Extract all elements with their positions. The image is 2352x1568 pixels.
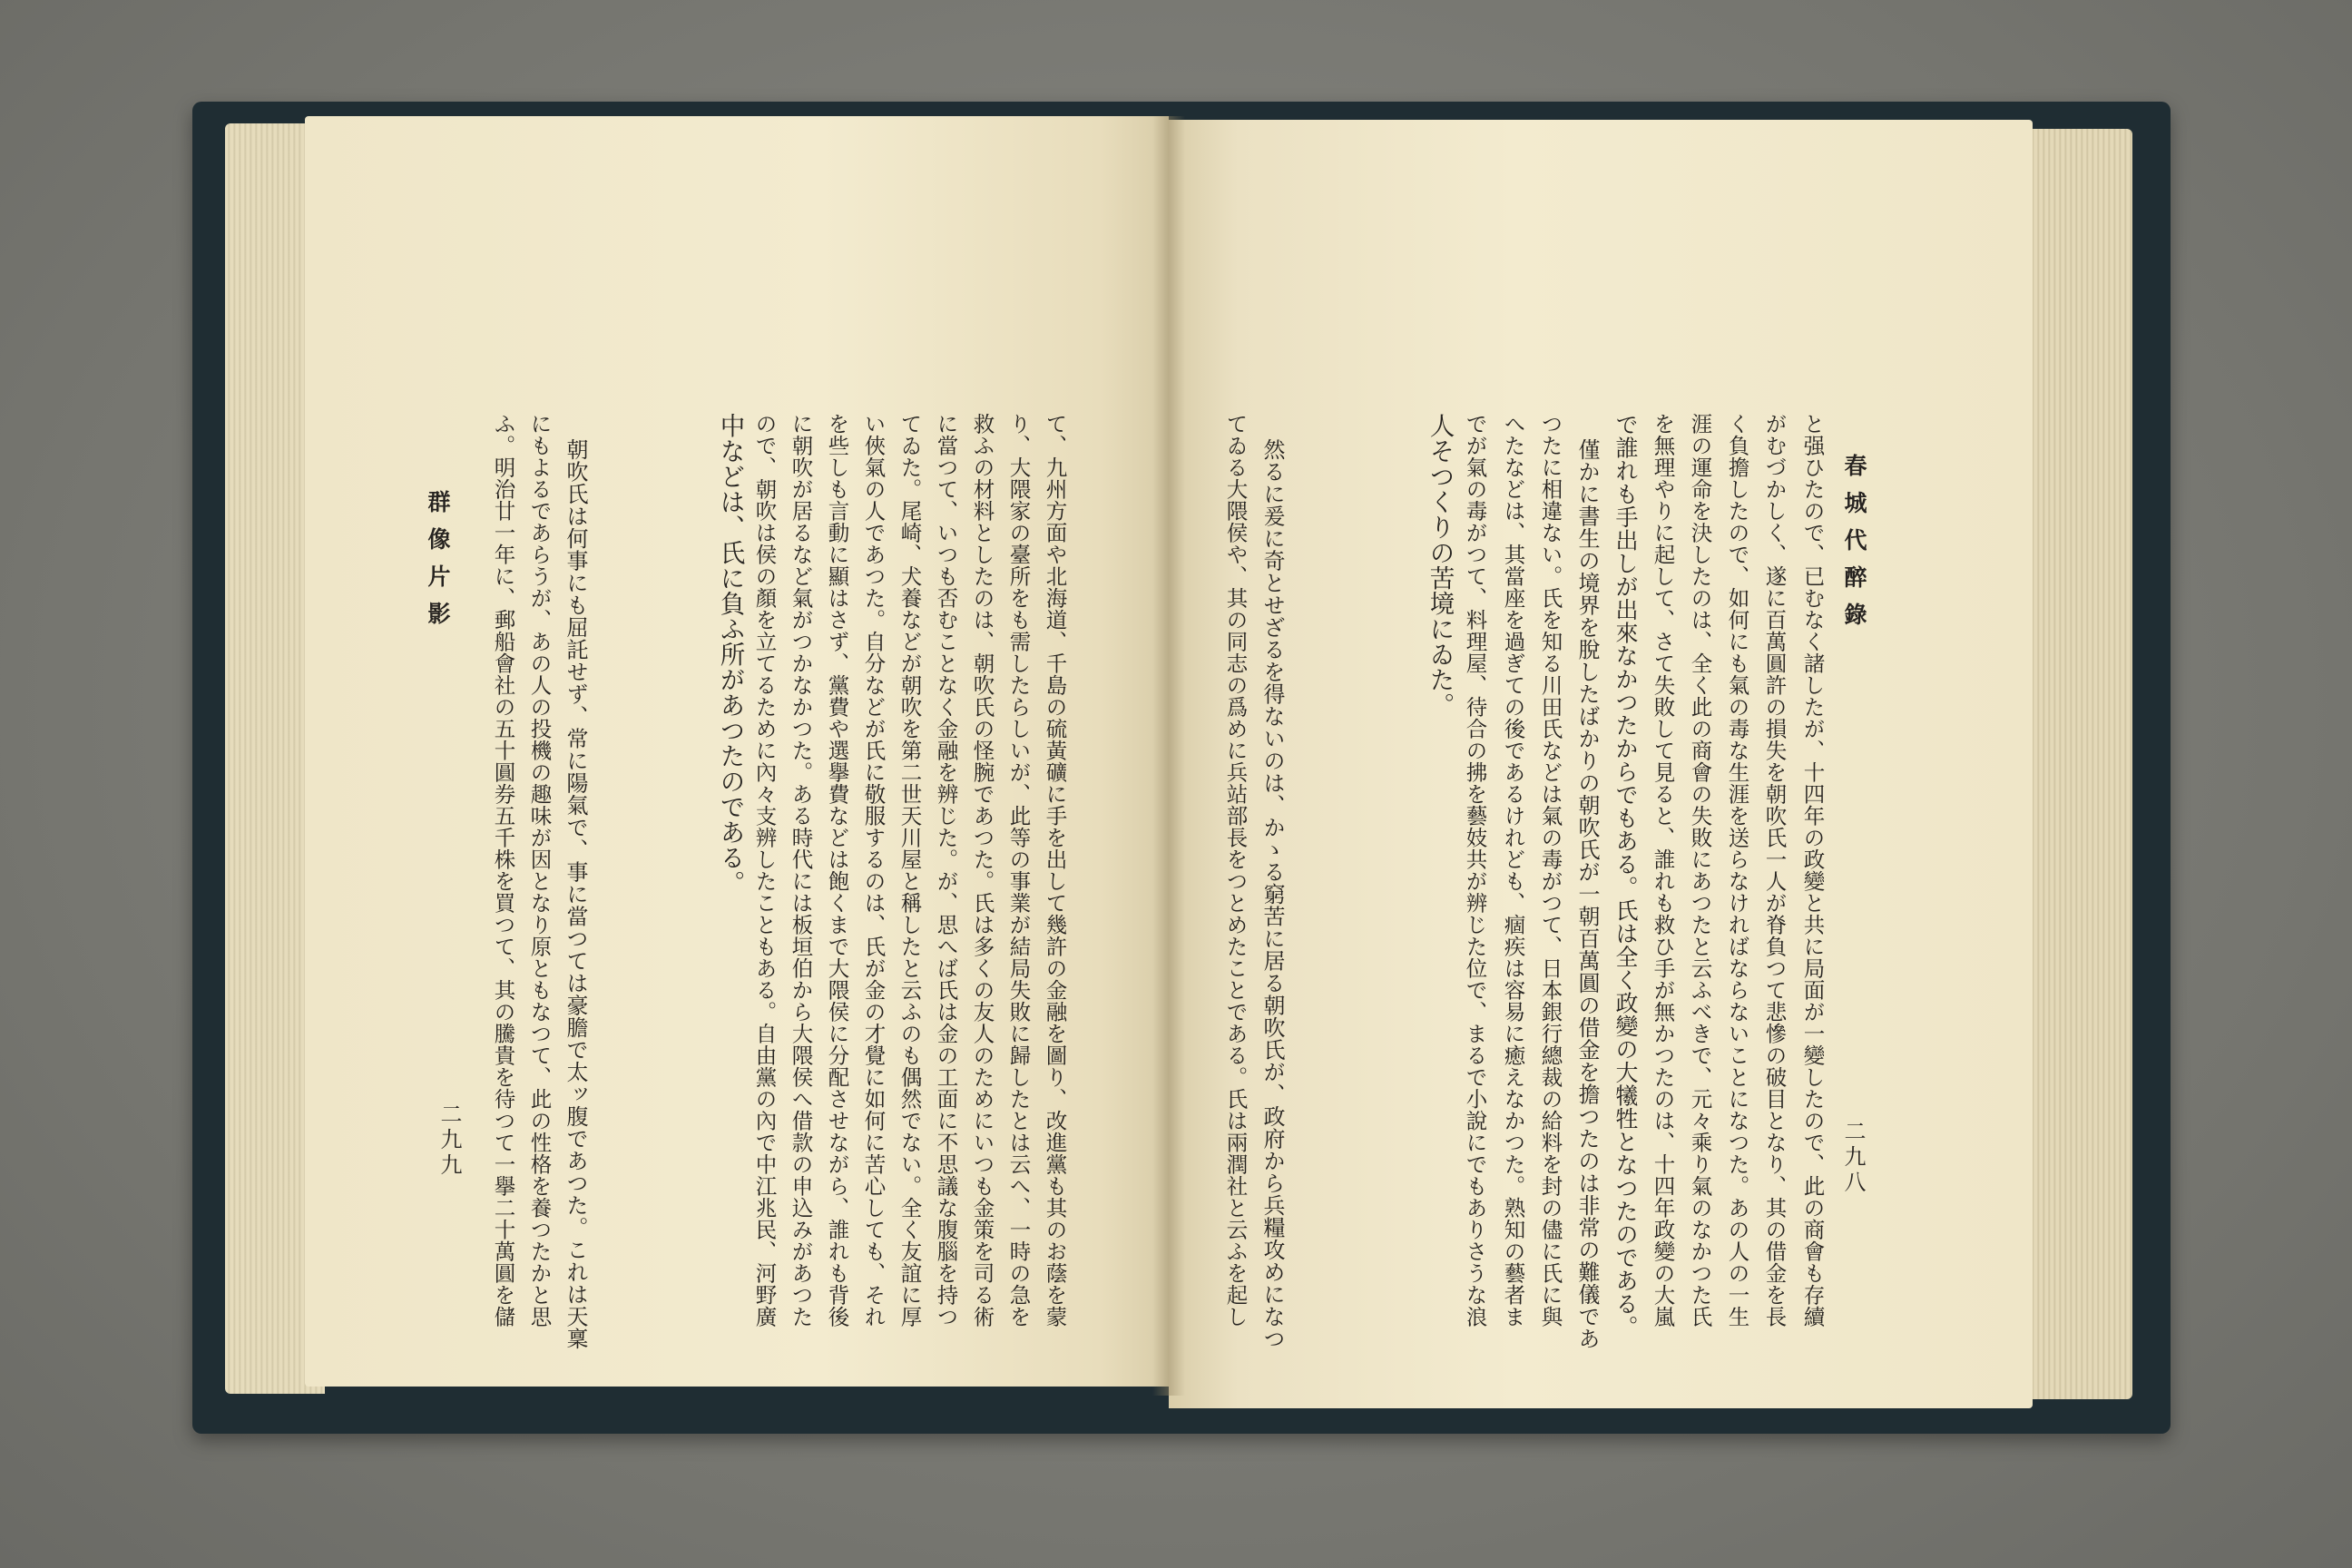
left-text-column: 中などは、氏に負ふ所があつたのである。 <box>715 413 745 896</box>
right-text-column: がむづかしく、遂に百萬圓許の損失を朝吹氏一人が脊負つて悲慘の破目となり、其の借金を長 <box>1761 413 1788 1328</box>
left-text-column: を些しも言動に顯はさず、黨費や選擧費などは飽くまで大隈侯に分配させながら、誰れも背後 <box>824 413 850 1328</box>
left-text-column: て、九州方面や北海道、千島の硫黃礦に手を出して幾許の金融を圖り、改進黨も其のお蔭を蒙 <box>1042 413 1068 1328</box>
book-gutter <box>1152 116 1185 1396</box>
right-page-edges <box>2024 129 2132 1399</box>
left-text-column: り、大隈家の臺所をも需したらしいが、此等の事業が結局失敗に歸したとは云へ、一時の急を <box>1005 413 1032 1328</box>
left-text-column: 救ふの材料としたのは、朝吹氏の怪腕であつた。氏は多くの友人のためにいつも金策を司る術 <box>969 413 995 1328</box>
page-number-left: 二九九 <box>436 1102 462 1179</box>
right-page <box>1169 120 2033 1408</box>
right-text-column: と强ひたので、已むなく諸したが、十四年の政變と共に局面が一變したので、此の商會も存續 <box>1799 413 1826 1328</box>
right-text-column: を無理やりに起して、さて失敗して見ると、誰れも救ひ手が無かつたのは、十四年政變の大嵐 <box>1650 413 1676 1328</box>
right-text-column: つたに相違ない。氏を知る川田氏などは氣の毒がつて、日本銀行總裁の給料を封の儘に氏に與 <box>1537 413 1563 1328</box>
right-text-column: 涯の運命を決したのは、全く此の商會の失敗にあつたと云ふべきで、元々乘り氣のなかつた氏 <box>1687 413 1713 1328</box>
left-text-column: に朝吹が居るなど氣がつかなかつた。ある時代には板垣伯から大隈侯へ借款の申込みがあつた <box>788 413 814 1328</box>
left-text-column: ので、朝吹は侯の顏を立てるために內々支辨したこともある。自由黨の內で中江兆民、河野廣 <box>751 413 778 1328</box>
left-text-column: にもよるであらうが、あの人の投機の趣味が因となり原ともなつて、此の性格を養つたかと思 <box>526 413 553 1328</box>
left-text-column: に當つて、いつも否むことなく金融を辨じた。が、思へば氏は金の工面に不思議な腹腦を持つ <box>933 413 959 1328</box>
right-text-column: でが氣の毒がつて、料理屋、待合の拂を藝妓共が辨じた位で、まるで小說にでもありさうな浪 <box>1462 413 1488 1328</box>
right-text-column: へたなどは、其當座を過ぎての後であるけれども、痼疾は容易に癒えなかつた。熟知の藝者ま <box>1500 413 1526 1328</box>
running-head-right: 春城代醉錄 <box>1841 454 1867 640</box>
running-head-left: 群像片影 <box>425 490 451 639</box>
left-text-column: 朝吹氏は何事にも屈託せず、常に陽氣で、事に當つては豪膽で太ッ腹であつた。これは天稟 <box>563 438 588 1350</box>
right-text-column: で誰れも手出しが出來なかつたからでもある。氏は全く政變の大犧牲となつたのである。 <box>1612 413 1639 1338</box>
left-text-column: い俠氣の人であつた。自分などが氏に敬服するのは、氏が金の才覺に如何に苦心しても、それ <box>860 413 887 1328</box>
page-number-right: 二九八 <box>1840 1120 1866 1196</box>
right-text-column: く負擔したので、如何にも氣の毒な生涯を送らなければならないことになつた。あの人の一生 <box>1724 413 1750 1328</box>
right-text-column: 然るに爰に奇とせざるを得ないのは、かゝる窮苦に居る朝吹氏が、政府から兵糧攻めになつ <box>1259 438 1285 1350</box>
right-text-column: 僅かに書生の境界を脫したばかりの朝吹氏が一朝百萬圓の借金を擔つたのは非常の難儀であ <box>1574 438 1600 1350</box>
left-text-column: てゐた。尾崎、犬養などが朝吹を第二世天川屋と稱したと云ふのも偶然でない。全く友誼に厚 <box>897 413 923 1328</box>
right-text-column: てゐる大隈侯や、其の同志の爲めに兵站部長をつとめたことである。氏は兩潤社と云ふを起し <box>1222 413 1249 1328</box>
left-text-column: ふ。明治廿一年に、郵船會社の五十圓券五千株を買つて、其の騰貴を待つて一擧二十萬圓を儲 <box>490 413 516 1328</box>
right-text-column: 人そつくりの苦境にゐた。 <box>1425 413 1455 718</box>
